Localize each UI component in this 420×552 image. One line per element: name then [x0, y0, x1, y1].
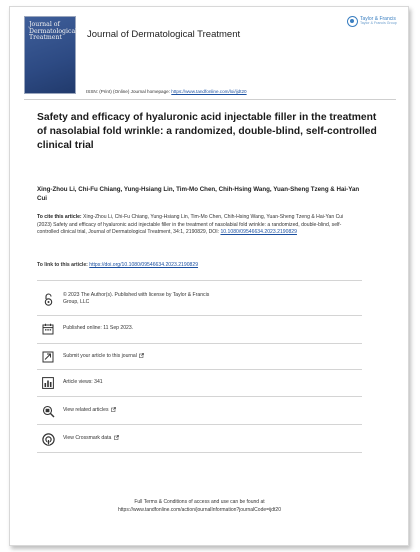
related-articles-label: View related articles — [63, 407, 109, 414]
external-link-icon — [114, 435, 119, 440]
terms-footer — [37, 499, 362, 515]
related-articles-icon — [42, 405, 55, 418]
published-date-item — [41, 322, 133, 336]
calendar-icon — [42, 323, 54, 335]
journal-homepage-link[interactable]: https://www.tandfonline.com/loi/ijdt20 — [171, 89, 247, 94]
cover-line: Treatment — [29, 34, 62, 41]
cover-line: Dermatological — [29, 27, 78, 35]
article-views-item — [41, 376, 103, 390]
divider — [37, 343, 362, 344]
terms-url[interactable]: https://www.tandfonline.com/action/journalInformation?journalCode=ijdt20 — [117, 506, 281, 513]
submit-article-link[interactable] — [41, 350, 144, 364]
cite-doi-link[interactable]: 10.1080/09546634.2023.2190829 — [220, 229, 297, 236]
divider — [37, 315, 362, 316]
crossmark-icon — [42, 433, 55, 446]
article-link-line — [37, 262, 198, 268]
divider — [37, 280, 362, 281]
external-link-icon — [139, 353, 144, 358]
journal-cover-thumbnail — [24, 16, 76, 94]
divider — [37, 424, 362, 425]
external-link-icon — [111, 407, 116, 412]
crossmark-label: View Crossmark data — [63, 435, 112, 442]
divider — [37, 369, 362, 370]
publisher-group: Taylor & Francis Group — [360, 21, 397, 26]
related-articles-link[interactable] — [41, 404, 116, 418]
crossmark-link[interactable] — [41, 432, 119, 446]
submit-icon — [42, 351, 54, 363]
issn-line — [86, 89, 247, 94]
issn-text: ISSN: (Print) (Online) Journal homepage: — [86, 89, 172, 94]
open-access-icon — [44, 293, 53, 306]
article-title: Safety and efficacy of hyaluronic acid injectable filler in the treatment of nasolabial fold wrinkle: a randomized, double-blind, self-controlled clinical trial — [37, 112, 377, 151]
copyright-text: © 2023 The Author(s). Published with license by Taylor & Francis Group, LLC — [63, 292, 210, 306]
doi-link[interactable]: https://doi.org/10.1080/09546634.2023.2190829 — [89, 262, 199, 268]
citation-block — [37, 214, 359, 237]
divider — [37, 452, 362, 453]
taylor-francis-logo-icon — [347, 16, 358, 27]
cite-label: To cite this article: — [37, 214, 84, 220]
publisher-name: Taylor & Francis — [360, 15, 396, 22]
open-access-notice — [41, 292, 213, 307]
terms-text: Full Terms & Conditions of access and use can be found at — [134, 499, 265, 505]
cover-line: Journal of — [29, 21, 60, 28]
journal-name: Journal of Dermatological Treatment — [87, 29, 241, 40]
header-divider — [24, 99, 396, 100]
publisher-logo — [347, 16, 397, 27]
divider — [37, 396, 362, 397]
article-authors: Xing-Zhou Li, Chi-Fu Chiang, Yung-Hsiang Lin, Tim-Mo Chen, Chih-Hsing Wang, Yuan-Sheng Tzeng & Hai-Yan Cui — [37, 186, 360, 203]
cite-text: Xing-Zhou Li, Chi-Fu Chiang, Yung-Hsiang Lin, Tim-Mo Chen, Chih-Hsing Wang, Yuan-Sheng Tzeng & Hai-Yan Cui (2023) Safety and efficacy of hyaluronic acid injectable filler in the treatment of nasolabial fold wrinkle: a randomized, double-blind, self-controlled clinical trial, Journal of Dermatological Treatment, 34:1, 2190829, DOI: — [37, 214, 344, 236]
published-date: Published online: 11 Sep 2023. — [63, 325, 134, 332]
submit-article-label: Submit your article to this journal — [63, 353, 137, 360]
article-views: Article views: 341 — [63, 379, 103, 386]
link-label: To link to this article: — [37, 262, 90, 268]
bar-chart-icon — [42, 377, 54, 389]
